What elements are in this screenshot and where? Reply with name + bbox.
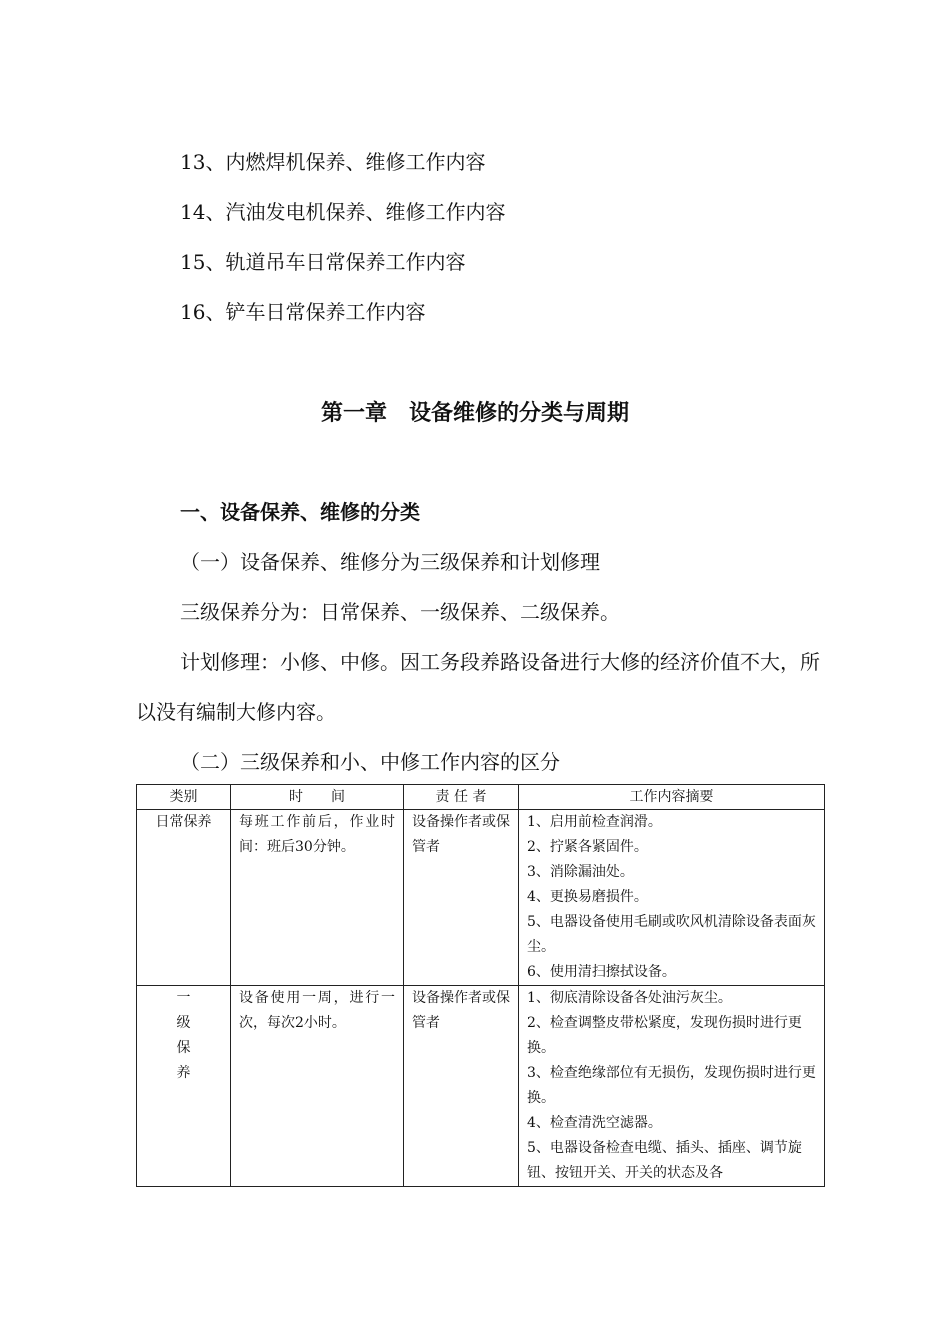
content-item: 2、检查调整皮带松紧度，发现伤损时进行更换。	[527, 1015, 802, 1056]
content-item: 3、消除漏油处。	[527, 864, 634, 880]
owner-cell: 设备操作者或保管者	[404, 810, 519, 986]
content-item: 4、检查清洗空滤器。	[527, 1115, 662, 1131]
table-row	[137, 810, 825, 986]
column-header: 责 任 者	[404, 785, 519, 810]
content-cell	[519, 810, 825, 986]
content-item: 6、使用清扫擦拭设备。	[527, 964, 676, 980]
time-cell: 设备使用一周，进行一次，每次2小时。	[231, 986, 404, 1187]
paragraph: 三级保养分为：日常保养、一级保养、二级保养。	[180, 600, 620, 624]
section-title: 一、设备保养、维修的分类	[180, 500, 420, 524]
category-cell: 日常保养	[137, 810, 231, 986]
category-char: 级	[176, 1015, 191, 1031]
column-header: 工作内容摘要	[519, 785, 825, 810]
chapter-title: 第一章 设备维修的分类与周期	[320, 401, 629, 426]
column-header: 时 间	[231, 785, 404, 810]
owner-cell: 设备操作者或保管者	[404, 986, 519, 1187]
content-item: 3、检查绝缘部位有无损伤，发现伤损时进行更换。	[527, 1065, 816, 1106]
table-row	[137, 986, 825, 1187]
content-item: 1、启用前检查润滑。	[527, 814, 662, 830]
toc-item: 14、汽油发电机保养、维修工作内容	[180, 200, 506, 224]
maintenance-table	[136, 784, 825, 1187]
toc-item: 16、铲车日常保养工作内容	[180, 300, 426, 324]
toc-item: 15、轨道吊车日常保养工作内容	[180, 250, 466, 274]
category-cell	[137, 986, 231, 1187]
category-char: 保	[176, 1040, 191, 1056]
content-item: 4、更换易磨损件。	[527, 889, 648, 905]
column-header: 类别	[137, 785, 231, 810]
table-header-row	[137, 785, 825, 810]
paragraph: （一）设备保养、维修分为三级保养和计划修理	[180, 550, 600, 574]
content-cell	[519, 986, 825, 1187]
content-item: 1、彻底清除设备各处油污灰尘。	[527, 990, 732, 1006]
paragraph: 计划修理：小修、中修。因工务段养路设备进行大修的经济价值不大，所以没有编制大修内容。	[136, 650, 820, 724]
category-char: 养	[176, 1065, 191, 1081]
time-cell: 每班工作前后，作业时间：班后30分钟。	[231, 810, 404, 986]
content-item: 5、电器设备使用毛刷或吹风机清除设备表面灰尘。	[527, 914, 816, 955]
category-char: 一	[176, 990, 191, 1006]
toc-item: 13、内燃焊机保养、维修工作内容	[180, 150, 486, 174]
content-item: 5、电器设备检查电缆、插头、插座、调节旋钮、按钮开关、开关的状态及各	[527, 1140, 802, 1181]
paragraph: （二）三级保养和小、中修工作内容的区分	[180, 750, 560, 774]
content-item: 2、拧紧各紧固件。	[527, 839, 648, 855]
